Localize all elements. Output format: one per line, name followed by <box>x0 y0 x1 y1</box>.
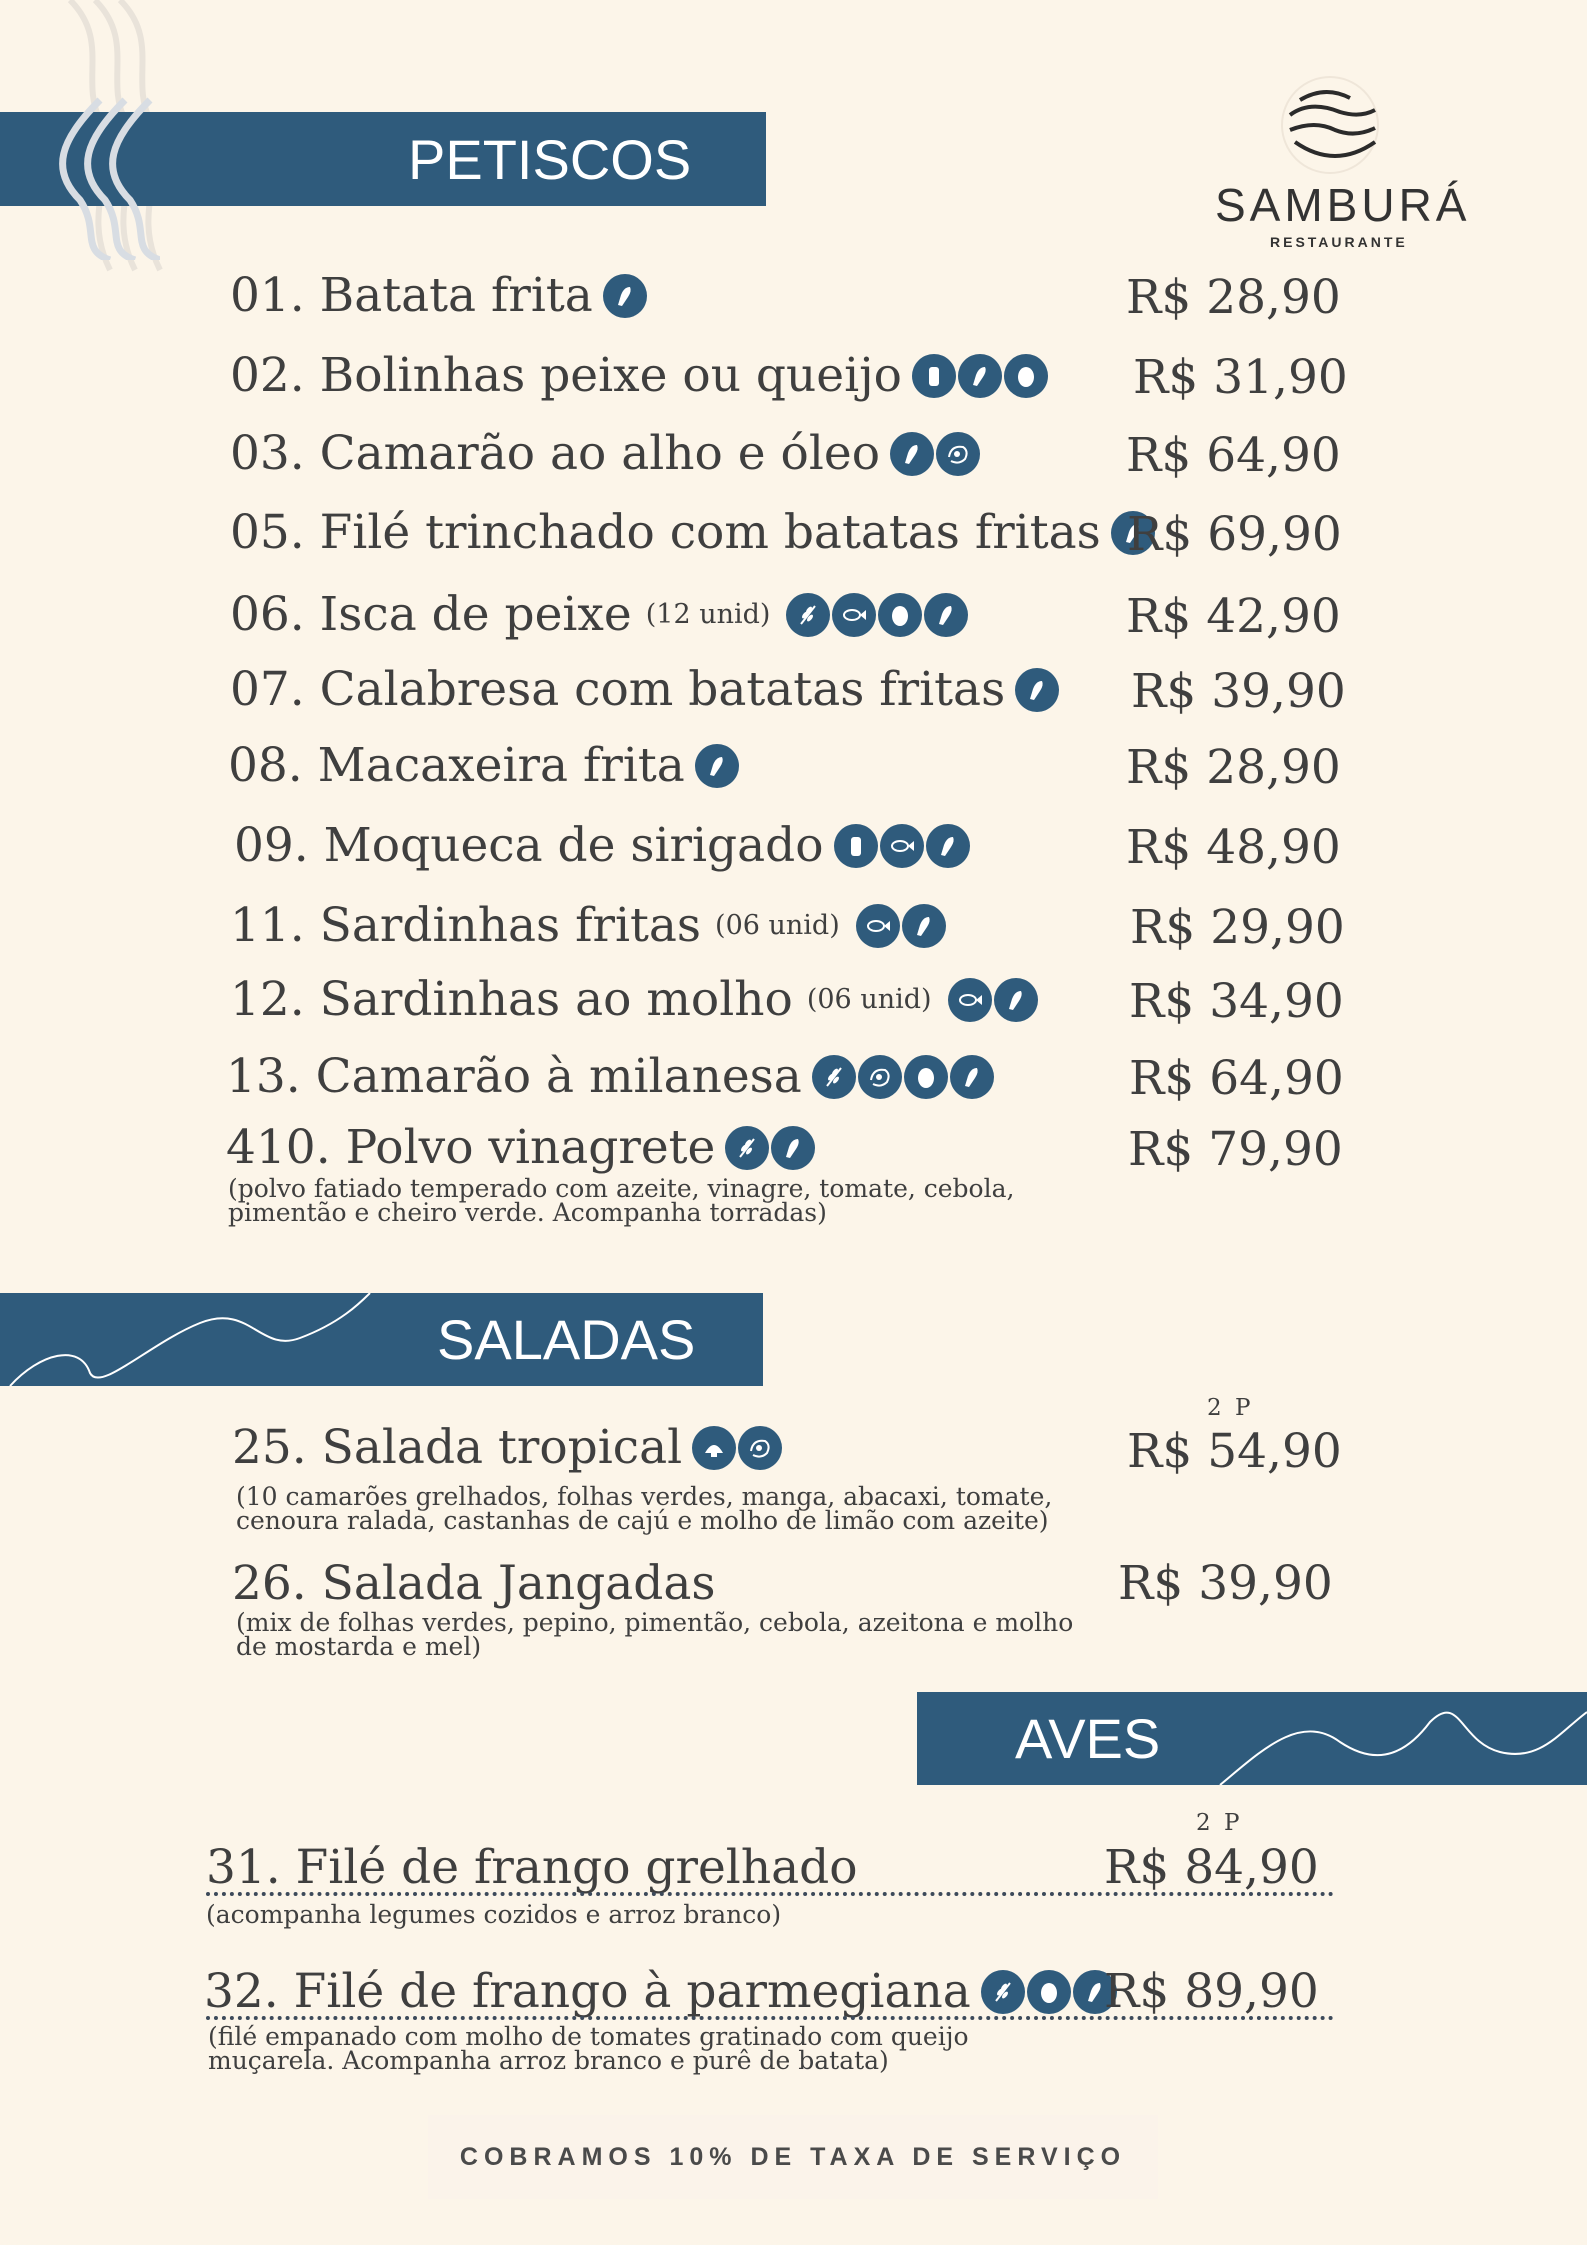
menu-item-name: 31. Filé de frango grelhado <box>206 1840 858 1895</box>
menu-item-name: 12. Sardinhas ao molho (06 unid) <box>230 972 1038 1027</box>
menu-item-name: 07. Calabresa com batatas fritas <box>230 662 1059 717</box>
logo-subtitle: RESTAURANTE <box>1270 234 1408 250</box>
menu-item-name: 410. Polvo vinagrete <box>226 1120 815 1175</box>
potato-icon <box>926 824 970 868</box>
item-description: (mix de folhas verdes, pepino, pimentão, cebola, azeitona e molho <box>236 1608 1074 1637</box>
wheat-icon <box>981 1970 1025 2014</box>
allergen-icons <box>856 904 946 948</box>
fish-icon <box>832 593 876 637</box>
item-description: (polvo fatiado temperado com azeite, vinagre, tomate, cebola, <box>228 1174 1015 1203</box>
menu-item-price: R$ 48,90 <box>1126 820 1341 875</box>
dotted-leader <box>206 1892 1334 1896</box>
item-description: (filé empanado com molho de tomates gratinado com queijo <box>208 2022 969 2051</box>
menu-item-name: 26. Salada Jangadas <box>232 1556 716 1611</box>
menu-item-name: 25. Salada tropical <box>232 1420 782 1475</box>
item-description: (acompanha legumes cozidos e arroz branco) <box>206 1900 782 1929</box>
section-title: PETISCOS <box>408 127 692 191</box>
shrimp-icon <box>936 432 980 476</box>
item-description: (10 camarões grelhados, folhas verdes, manga, abacaxi, tomate, <box>236 1482 1053 1511</box>
shrimp-icon <box>858 1055 902 1099</box>
section-title: SALADAS <box>437 1308 696 1371</box>
egg-icon <box>878 593 922 637</box>
menu-item-name: 13. Camarão à milanesa <box>226 1049 994 1104</box>
potato-icon <box>771 1126 815 1170</box>
menu-item-name: 32. Filé de frango à parmegiana <box>204 1964 1117 2019</box>
menu-item-name: 08. Macaxeira frita <box>228 738 739 793</box>
allergen-icons <box>725 1126 815 1170</box>
potato-icon <box>924 593 968 637</box>
potato-icon <box>603 274 647 318</box>
item-description: muçarela. Acompanha arroz branco e purê de batata) <box>208 2046 889 2075</box>
wheat-icon <box>812 1055 856 1099</box>
menu-item-name: 05. Filé trinchado com batatas fritas <box>230 505 1155 560</box>
menu-item-price: R$ 69,90 <box>1127 507 1342 562</box>
menu-item-price: R$ 31,90 <box>1133 350 1348 405</box>
menu-item-price: R$ 64,90 <box>1126 428 1341 483</box>
shell-icon <box>692 1426 736 1470</box>
restaurant-logo <box>1200 70 1471 260</box>
section-header-saladas <box>0 1293 763 1386</box>
allergen-icons <box>1015 668 1059 712</box>
fish-icon <box>856 904 900 948</box>
serves-label: 2 P <box>1196 1810 1243 1836</box>
potato-icon <box>994 978 1038 1022</box>
potato-icon <box>950 1055 994 1099</box>
allergen-icons <box>812 1055 994 1099</box>
menu-item-price: R$ 28,90 <box>1126 270 1341 325</box>
allergen-icons <box>695 744 739 788</box>
section-header-petiscos <box>0 112 766 206</box>
allergen-icons <box>603 274 647 318</box>
menu-item-name: 03. Camarão ao alho e óleo <box>230 426 980 481</box>
menu-item-name: 11. Sardinhas fritas (06 unid) <box>230 898 946 953</box>
wheat-icon <box>786 593 830 637</box>
quantity-note: (12 unid) <box>645 599 771 630</box>
allergen-icons <box>890 432 980 476</box>
allergen-icons <box>834 824 970 868</box>
menu-item-price: R$ 39,90 <box>1131 664 1346 719</box>
menu-item-name: 01. Batata frita <box>230 268 647 323</box>
potato-icon <box>695 744 739 788</box>
milk-icon <box>912 354 956 398</box>
wheat-icon <box>725 1126 769 1170</box>
fish-icon <box>948 978 992 1022</box>
item-description: de mostarda e mel) <box>236 1632 482 1661</box>
item-description: cenoura ralada, castanhas de cajú e molho de limão com azeite) <box>236 1506 1049 1535</box>
menu-item-price: R$ 84,90 <box>1104 1840 1319 1895</box>
quantity-note: (06 unid) <box>806 984 932 1015</box>
quantity-note: (06 unid) <box>715 910 840 941</box>
menu-item-name: 02. Bolinhas peixe ou queijo <box>230 348 1048 403</box>
menu-item-price: R$ 42,90 <box>1126 589 1341 644</box>
allergen-icons <box>948 978 1038 1022</box>
item-description: pimentão e cheiro verde. Acompanha torradas) <box>228 1198 827 1227</box>
service-fee-note: COBRAMOS 10% DE TAXA DE SERVIÇO <box>428 2115 1158 2199</box>
menu-item-price: R$ 29,90 <box>1130 900 1345 955</box>
menu-item-price: R$ 28,90 <box>1126 740 1341 795</box>
potato-icon <box>890 432 934 476</box>
menu-item-name: 09. Moqueca de sirigado <box>234 818 970 873</box>
menu-item-price: R$ 39,90 <box>1118 1556 1333 1611</box>
potato-icon <box>958 354 1002 398</box>
allergen-icons <box>981 1970 1117 2014</box>
egg-icon <box>1027 1970 1071 2014</box>
serves-label: 2 P <box>1207 1395 1254 1421</box>
allergen-icons <box>692 1426 782 1470</box>
menu-item-price: R$ 89,90 <box>1104 1964 1319 2019</box>
egg-icon <box>904 1055 948 1099</box>
allergen-icons <box>786 593 968 637</box>
logo-name: SAMBURÁ <box>1215 179 1471 231</box>
dotted-leader <box>206 2016 1334 2020</box>
fish-icon <box>880 824 924 868</box>
logo-bowl-icon <box>1250 70 1410 180</box>
shrimp-icon <box>738 1426 782 1470</box>
menu-item-price: R$ 64,90 <box>1129 1051 1344 1106</box>
menu-item-price: R$ 34,90 <box>1129 974 1344 1029</box>
section-title: AVES <box>1015 1707 1161 1770</box>
menu-item-name: 06. Isca de peixe (12 unid) <box>230 587 968 642</box>
potato-icon <box>902 904 946 948</box>
section-header-aves <box>917 1692 1587 1785</box>
milk-icon <box>834 824 878 868</box>
menu-item-price: R$ 79,90 <box>1128 1122 1343 1177</box>
allergen-icons <box>912 354 1048 398</box>
potato-icon <box>1015 668 1059 712</box>
menu-item-price: R$ 54,90 <box>1127 1424 1342 1479</box>
egg-icon <box>1004 354 1048 398</box>
